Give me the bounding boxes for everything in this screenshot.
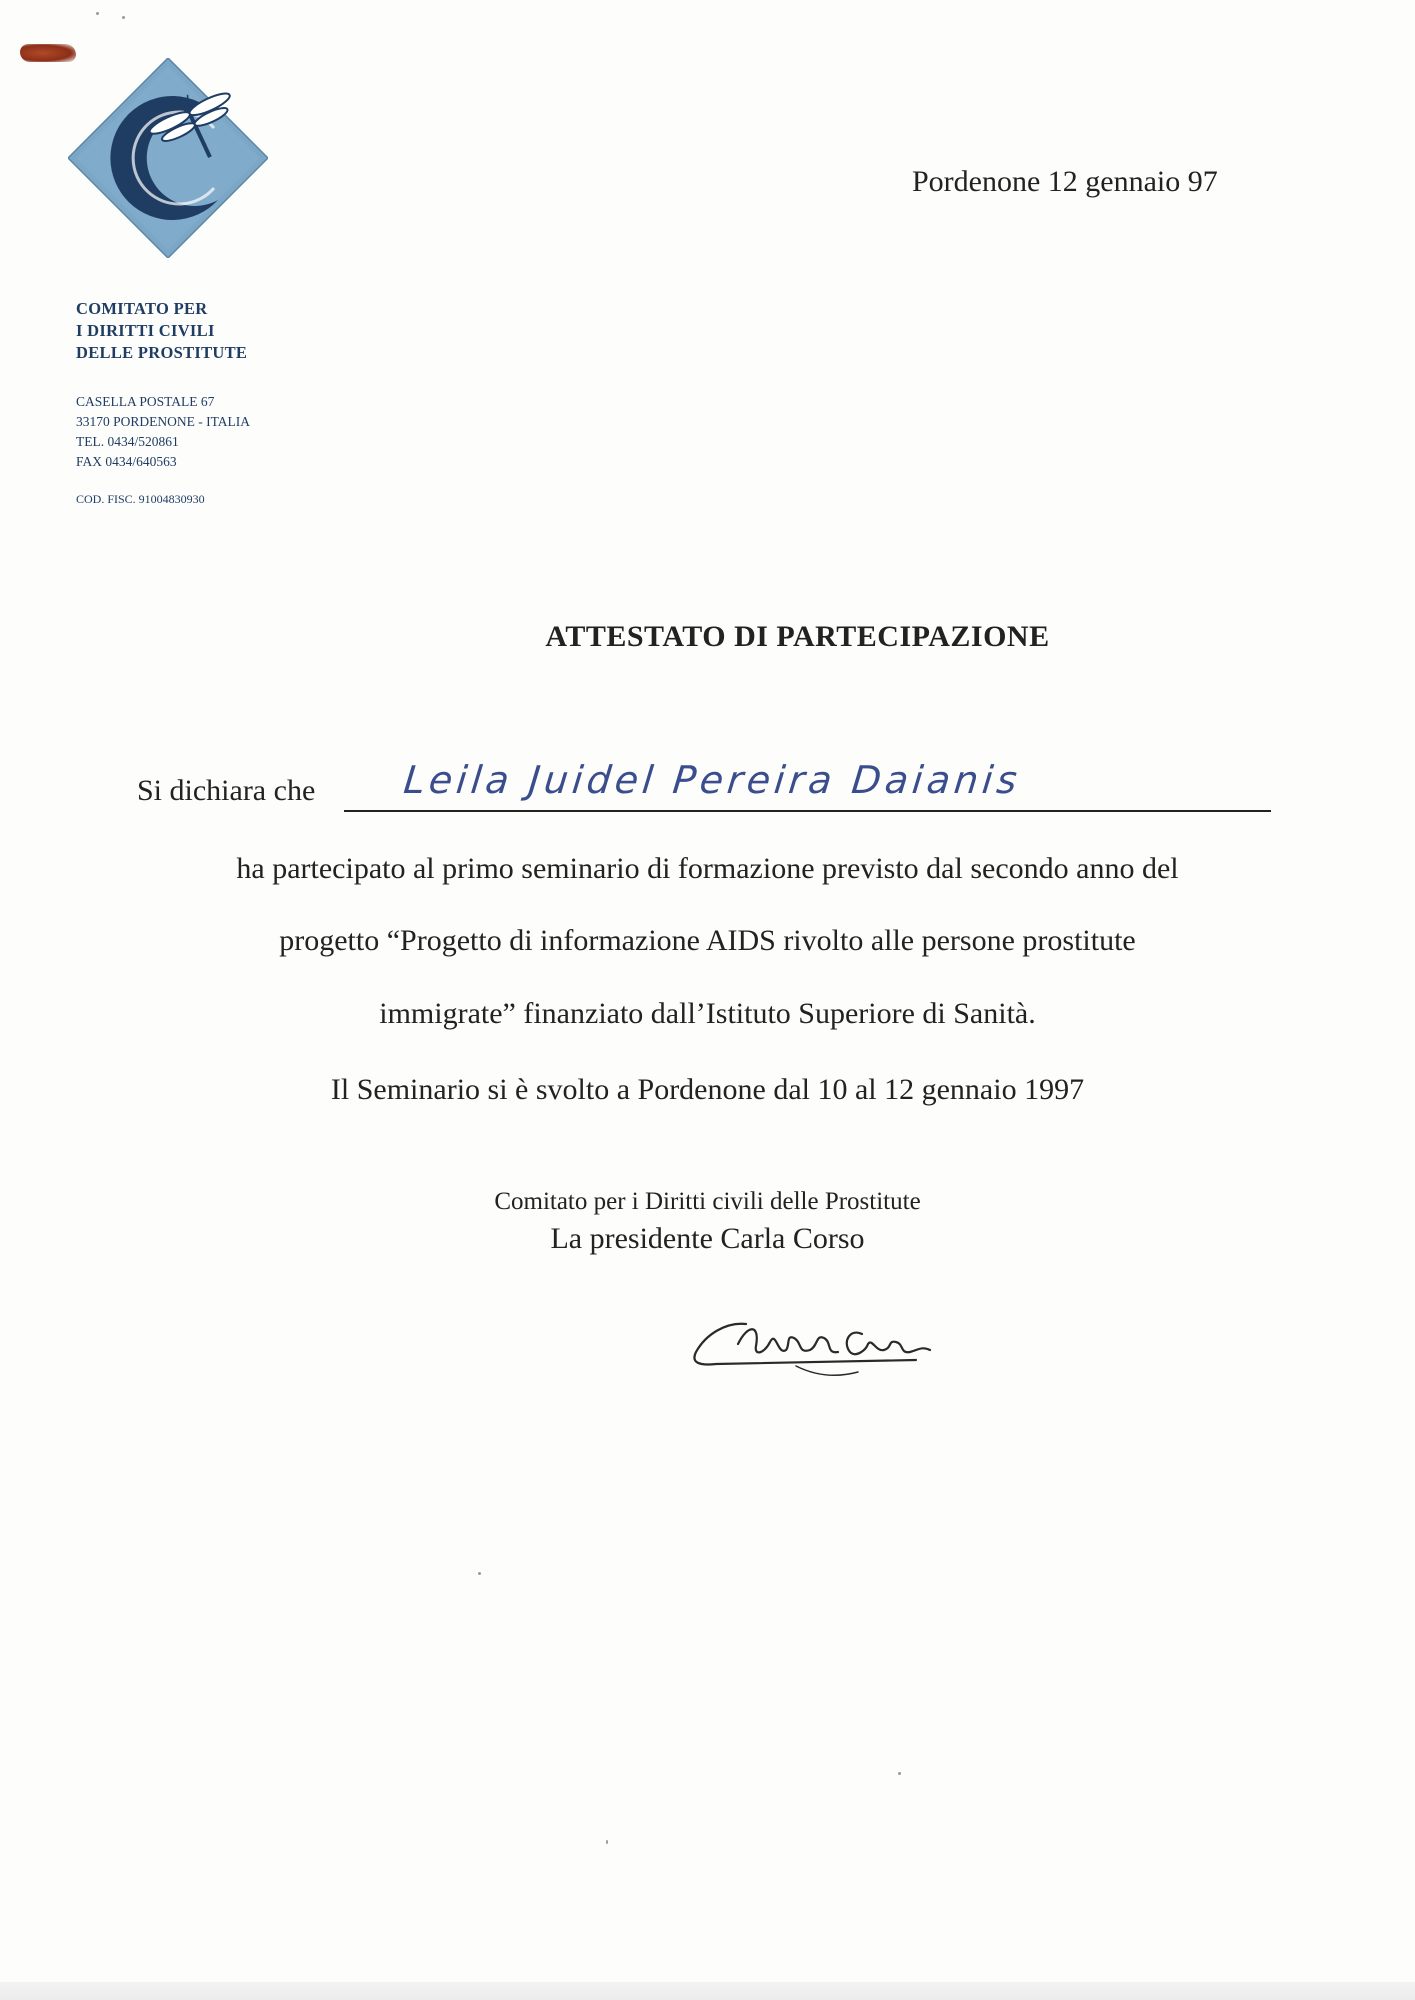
fax-line: FAX 0434/640563 [76, 454, 177, 469]
paper-speck [122, 16, 125, 19]
address-line: 33170 PORDENONE - ITALIA [76, 414, 251, 429]
body-line-4: Il Seminario si è svolto a Pordenone dal 10 al 12 gennaio 1997 [330, 1073, 1085, 1106]
declaration-prefix: Si dichiara che [137, 774, 316, 807]
signature-role-name: La presidente Carla Corso [550, 1222, 865, 1255]
certificate-title: ATTESTATO DI PARTECIPAZIONE [545, 620, 1050, 653]
body-line-1: ha partecipato al primo seminario di formazione previsto dal secondo anno del [236, 852, 1179, 885]
organization-name [76, 298, 247, 364]
org-name-line: COMITATO PER [76, 299, 208, 318]
handwritten-signature [686, 1294, 956, 1394]
dragonfly-crescent-logo-icon [68, 58, 268, 258]
org-name-line: I DIRITTI CIVILI [76, 321, 215, 340]
body-line-2: progetto “Progetto di informazione AIDS rivolto alle persone prostitute [279, 924, 1136, 957]
org-name-line: DELLE PROSTITUTE [76, 343, 248, 362]
signature-organization: Comitato per i Diritti civili delle Prostitute [494, 1188, 921, 1215]
body-line-3: immigrate” finanziato dall’Istituto Superiore di Sanità. [379, 997, 1036, 1030]
phone-line: TEL. 0434/520861 [76, 434, 179, 449]
name-blank-line [344, 810, 1271, 812]
organization-address [76, 392, 250, 472]
document-date: Pordenone 12 gennaio 97 [912, 165, 1218, 198]
paper-speck [898, 1772, 901, 1775]
paper-speck [606, 1840, 608, 1844]
paper-speck [478, 1572, 481, 1575]
page-bottom-edge [0, 1982, 1415, 2000]
fiscal-code: COD. FISC. 91004830930 [76, 492, 205, 506]
address-line: CASELLA POSTALE 67 [76, 394, 215, 409]
handwritten-participant-name: Leila Juidel Pereira Daianis [401, 758, 1023, 802]
paper-speck [96, 12, 99, 15]
